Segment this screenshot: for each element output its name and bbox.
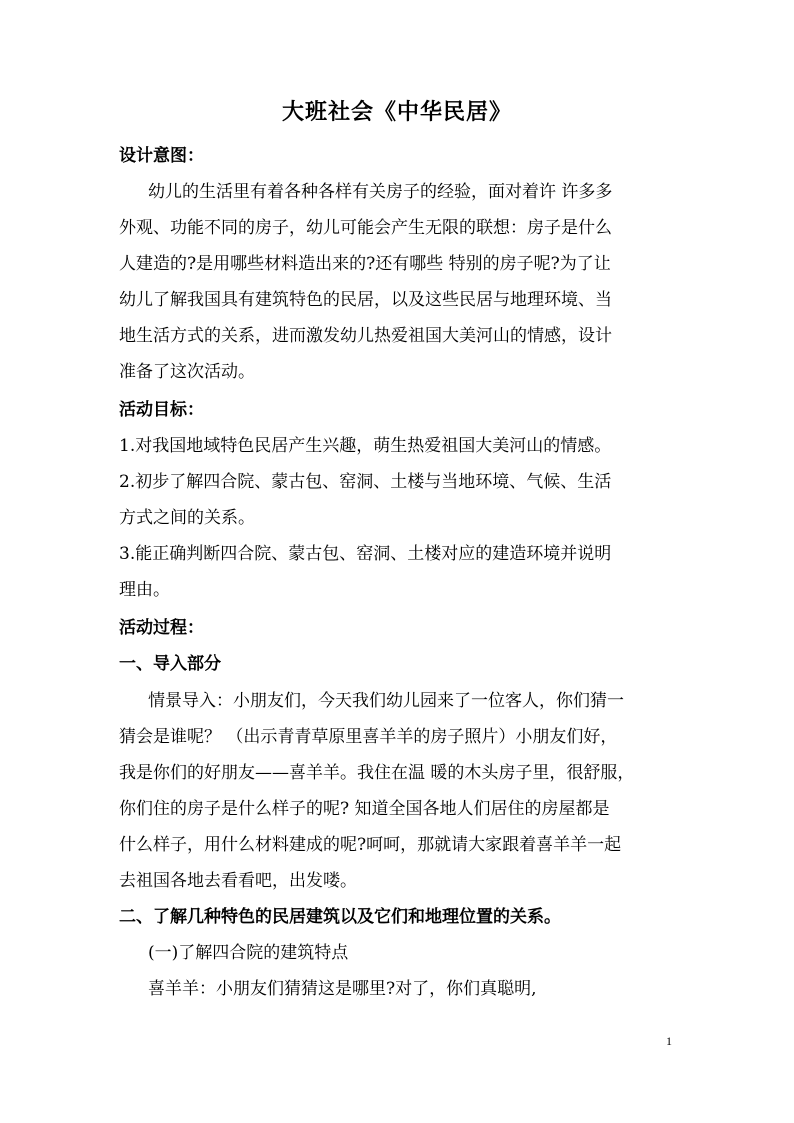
page-number: 1 (666, 1034, 672, 1048)
paragraph-line: 去祖国各地去看看吧，出发喽。 (119, 871, 357, 891)
goal-line: 2.初步了解四合院、蒙古包、窑洞、土楼与当地环境、气候、生活 (119, 472, 612, 492)
subheading: (一)了解四合院的建筑特点 (148, 943, 349, 963)
part1-heading: 一、导入部分 (119, 654, 221, 674)
paragraph-line: 人建造的?是用哪些材料造出来的?还有哪些 特别的房子呢?为了让 (119, 254, 611, 274)
paragraph-line: 情景导入：小朋友们，今天我们幼儿园来了一位客人，你们猜一 (148, 691, 624, 711)
goals-heading: 活动目标： (119, 400, 204, 420)
paragraph-line: 幼儿了解我国具有建筑特色的民居，以及这些民居与地理环境、当 (119, 290, 612, 310)
paragraph-line: 喜羊羊：小朋友们猜猜这是哪里?对了，你们真聪明, (148, 979, 537, 999)
paragraph-line: 幼儿的生活里有着各种各样有关房子的经验，面对着许 许多多 (148, 182, 613, 202)
document-title: 大班社会《中华民居》 (281, 99, 512, 125)
goal-line: 1.对我国地域特色民居产生兴趣，萌生热爱祖国大美河山的情感。 (119, 436, 612, 456)
goal-line: 理由。 (119, 580, 170, 600)
paragraph-line: 什么样子，用什么材料建成的呢?呵呵，那就请大家跟着喜羊羊一起 (119, 835, 622, 855)
paragraph-line: 我是你们的好朋友——喜羊羊。我住在温 暖的木头房子里，很舒服， (119, 763, 635, 783)
paragraph-line: 地生活方式的关系，进而激发幼儿热爱祖国大美河山的情感，设计 (119, 326, 612, 346)
paragraph-line: 准备了这次活动。 (119, 362, 255, 382)
paragraph-line: 外观、功能不同的房子，幼儿可能会产生无限的联想：房子是什么 (119, 218, 612, 238)
process-heading: 活动过程： (119, 618, 204, 638)
paragraph-line: 你们住的房子是什么样子的呢? 知道全国各地人们居住的房屋都是 (119, 799, 610, 819)
design-heading: 设计意图： (119, 146, 204, 166)
goal-line: 3.能正确判断四合院、蒙古包、窑洞、土楼对应的建造环境并说明 (119, 544, 612, 564)
part2-heading: 二、了解几种特色的民居建筑以及它们和地理位置的关系。 (119, 907, 561, 927)
paragraph-line: 猜会是谁呢？ （出示青青草原里喜羊羊的房子照片）小朋友们好， (119, 727, 618, 747)
goal-line: 方式之间的关系。 (119, 508, 255, 528)
